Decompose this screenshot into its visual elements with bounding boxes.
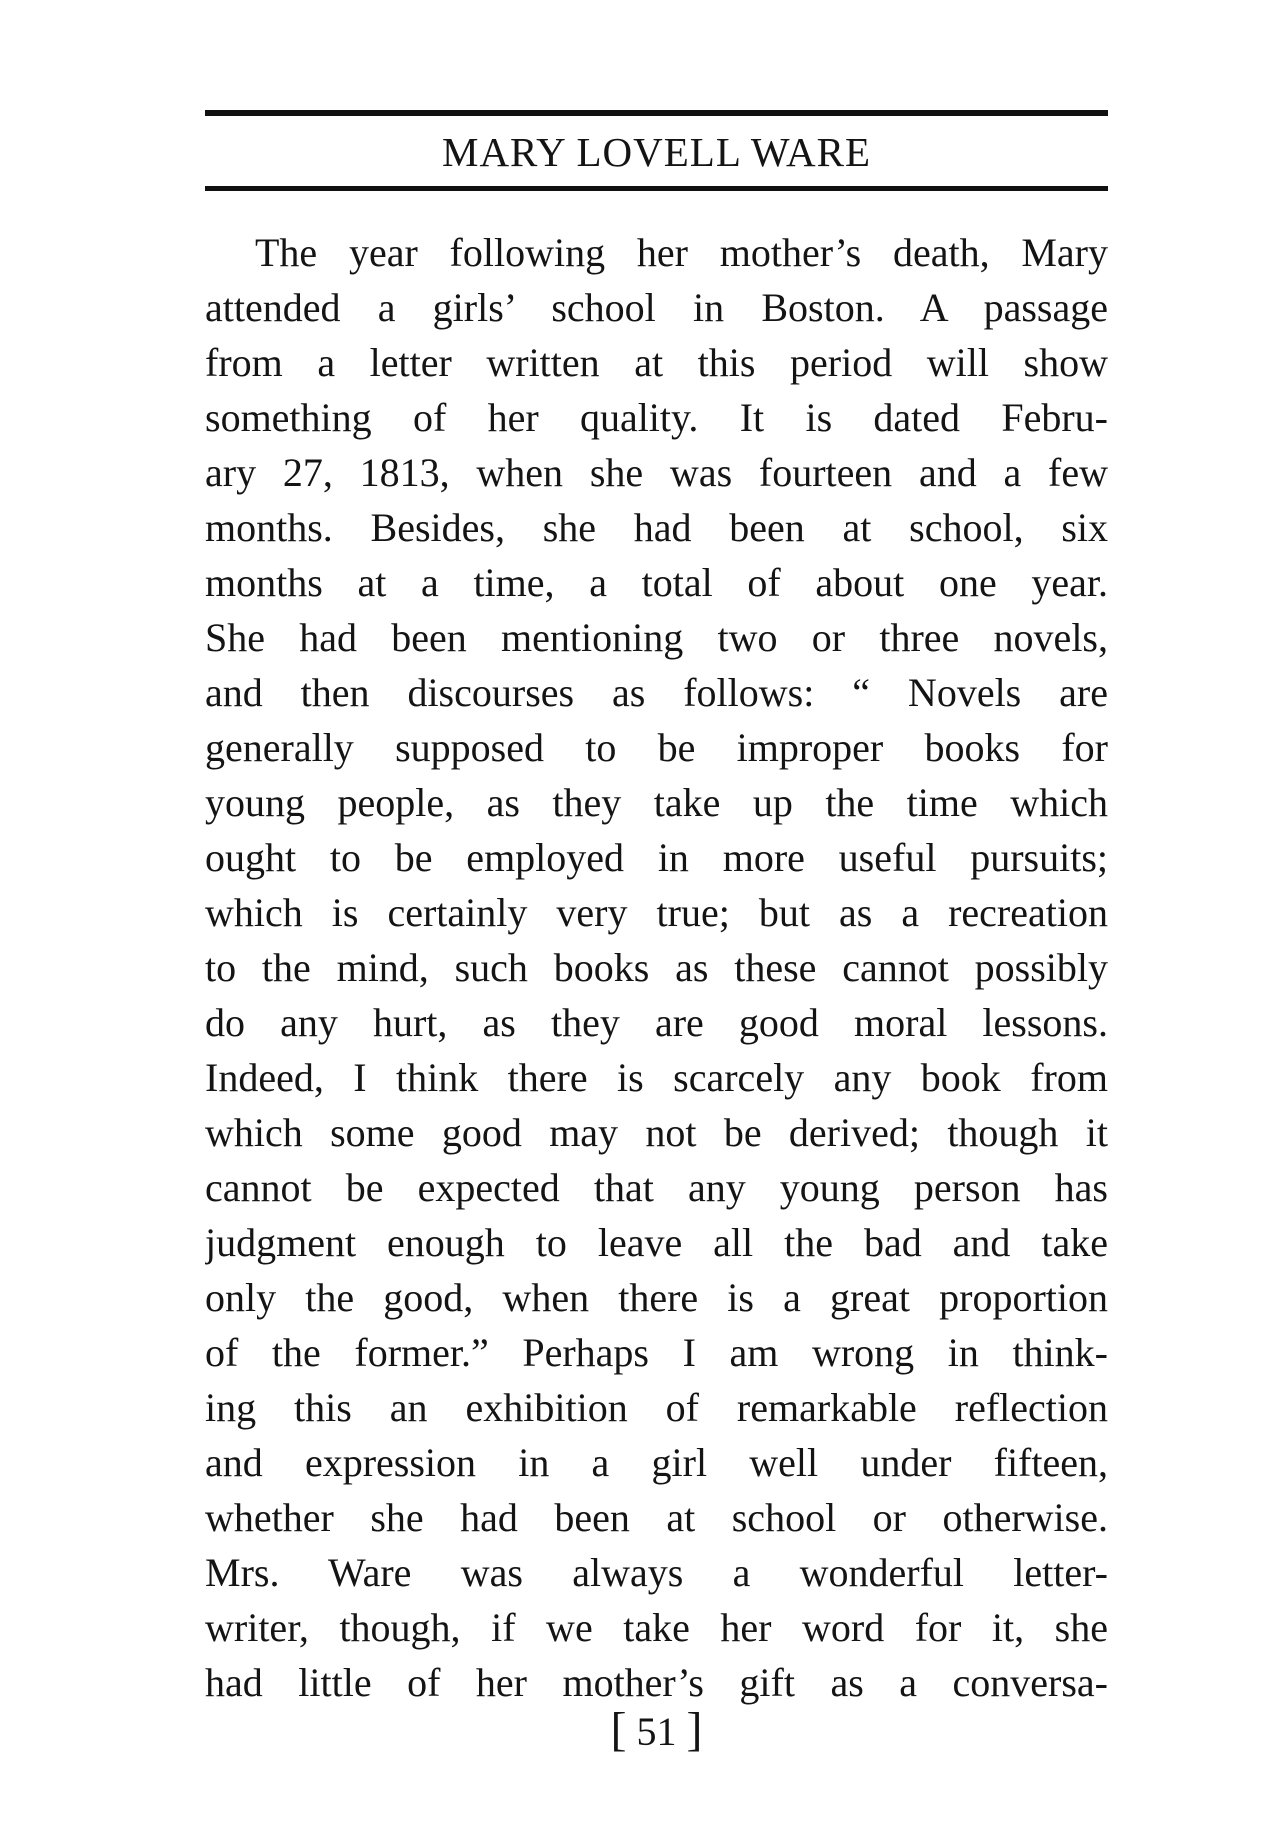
text-line: months at a time, a total of about one year.: [205, 560, 1108, 605]
text-line: cannot be expected that any young person has: [205, 1165, 1108, 1210]
text-line: She had been mentioning two or three novels,: [205, 615, 1108, 660]
text-line: to the mind, such books as these cannot possibly: [205, 945, 1108, 990]
running-title: MARY LOVELL WARE: [441, 129, 872, 175]
text-line: do any hurt, as they are good moral lessons.: [205, 1000, 1108, 1045]
text-line: ought to be employed in more useful pursuits;: [205, 835, 1108, 880]
text-line: from a letter written at this period will show: [205, 340, 1108, 385]
text-line: ing this an exhibition of remarkable reflection: [205, 1385, 1108, 1430]
text-line: The year following her mother’s death, Mary: [255, 230, 1108, 275]
body-text: [205, 225, 1108, 1710]
text-line: Mrs. Ware was always a wonderful letter-: [205, 1550, 1108, 1595]
page-number: [205, 1705, 1108, 1757]
text-line: which is certainly very true; but as a recreation: [205, 890, 1108, 935]
text-line: only the good, when there is a great proportion: [205, 1275, 1108, 1320]
text-line: writer, though, if we take her word for it, she: [205, 1605, 1108, 1650]
text-line: ary 27, 1813, when she was fourteen and a few: [205, 450, 1108, 495]
text-line: which some good may not be derived; though it: [205, 1110, 1108, 1155]
text-line: months. Besides, she had been at school, six: [205, 505, 1108, 550]
text-line: generally supposed to be improper books for: [205, 725, 1108, 770]
text-line: Indeed, I think there is scarcely any book from: [205, 1055, 1108, 1100]
text-line: young people, as they take up the time which: [205, 780, 1108, 825]
text-line: something of her quality. It is dated Febru-: [205, 395, 1108, 440]
text-line: judgment enough to leave all the bad and take: [205, 1220, 1108, 1265]
page-number-close-bracket: ]: [686, 1703, 703, 1756]
text-line: attended a girls’ school in Boston. A passage: [205, 285, 1108, 330]
text-line: and expression in a girl well under fifteen,: [205, 1440, 1108, 1485]
page-number-open-bracket: [: [610, 1703, 627, 1756]
text-line: and then discourses as follows: “ Novels are: [205, 670, 1108, 715]
header-rule-bottom: [205, 186, 1108, 191]
page-number-value: 51: [636, 1709, 677, 1754]
text-line: whether she had been at school or otherwise.: [205, 1495, 1108, 1540]
header-rule-top: [205, 110, 1108, 116]
text-line: had little of her mother’s gift as a conversa-: [205, 1660, 1108, 1705]
text-line: of the former.” Perhaps I am wrong in think-: [205, 1330, 1108, 1375]
